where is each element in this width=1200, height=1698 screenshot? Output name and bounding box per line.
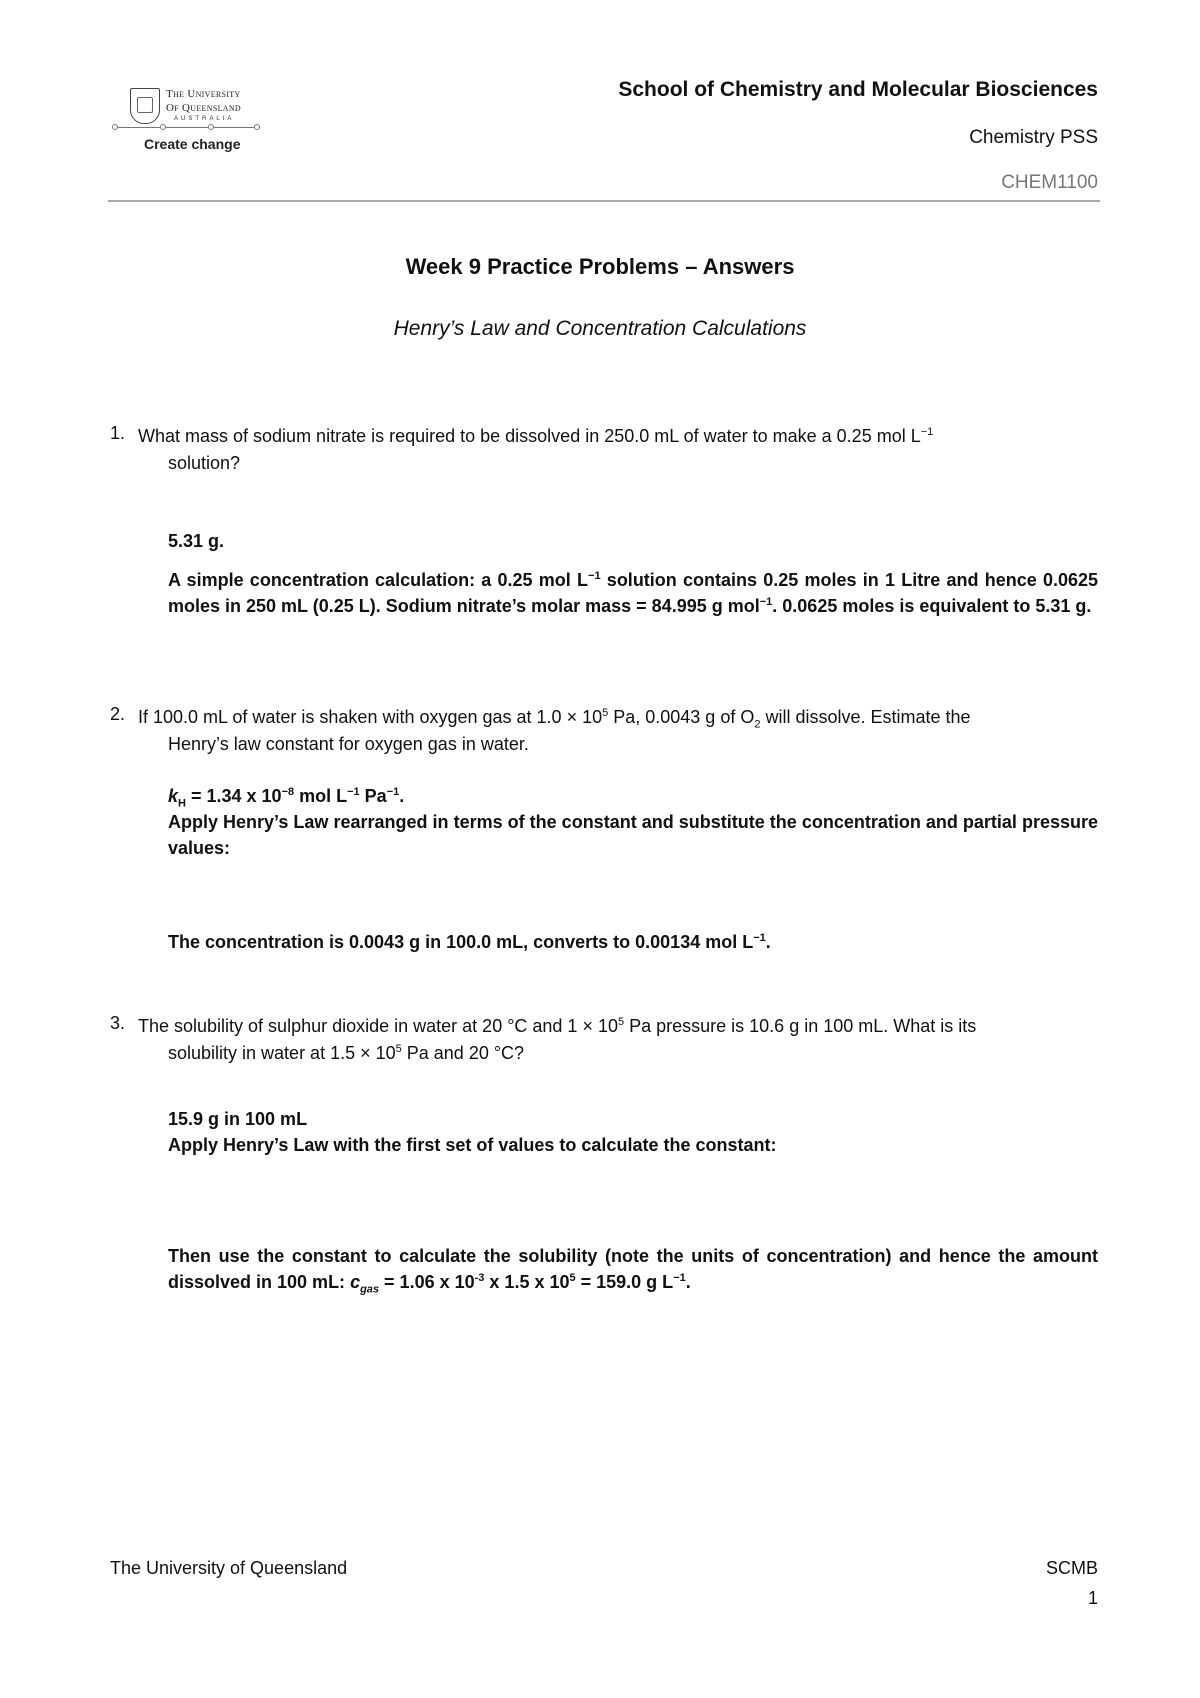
question-1-text: What mass of sodium nitrate is required to be dissolved in 250.0 mL of water to make a 0.25 mol $L^{-1}$ solution? <box>138 426 934 473</box>
logo-line-1: The University <box>166 88 241 100</box>
question-2-concentration: The concentration is 0.0043 g in 100.0 mL, converts to 0.00134 mol $L^{-1}$. <box>168 932 771 952</box>
question-2-number: 2. <box>110 704 126 724</box>
footer-department: SCMB <box>1045 1558 1098 1578</box>
question-2-explanation: Apply Henry’s Law rearranged in terms of the constant and substitute the concentration and partial pressure values: <box>168 812 1098 858</box>
question-3-text: The solubility of sulphur dioxide in water at 20 °C and $1 \times 10^5$ Pa pressure is 10.6 g in 100 mL. What is its solubility in water at $1.5 \times 10^5$ Pa and 20 °C? <box>138 1016 977 1063</box>
page-subtitle: Henry’s Law and Concentration Calculations <box>393 317 807 340</box>
question-1-explanation: A simple concentration calculation: a 0.25 mol $L^{-1}$ solution contains 0.25 moles in 1 Litre and hence 0.0625 moles in 250 mL (0.25 L). Sodium nitrate’s molar mass = 84.995 g mol$^{-1}$. 0.0625 moles is equivalent to 5.31 g. <box>168 570 1099 616</box>
crest-icon <box>130 88 160 124</box>
question-2-text: If 100.0 mL of water is shaken with oxygen gas at $1.0 \times 10^5$ Pa, 0.0043 g of $O_2$ will dissolve. Estimate the Henry’s law constant for oxygen gas in water. <box>138 707 971 754</box>
logo-dot-icon <box>254 124 260 130</box>
logo-dot-icon <box>208 124 214 130</box>
question-1-answer: 5.31 g. <box>168 531 225 551</box>
question-3-explanation-1: Apply Henry’s Law with the first set of values to calculate the constant: <box>168 1135 777 1155</box>
question-2-answer: $k_H = 1.34$ x $10^{-8}$ mol $L^{-1}$ $Pa^{-1}$. <box>168 786 405 810</box>
subject-name: Chemistry PSS <box>969 127 1098 148</box>
page-title: Week 9 Practice Problems – Answers <box>405 254 795 279</box>
course-code: CHEM1100 <box>1001 172 1098 193</box>
page-number: 1 <box>1087 1588 1098 1608</box>
uq-logo <box>112 84 262 154</box>
footer-university: The University of Queensland <box>110 1558 348 1578</box>
question-3-number: 3. <box>110 1013 126 1033</box>
header-divider <box>108 200 1100 202</box>
logo-line-2: Of Queensland <box>166 102 241 114</box>
logo-country: AUSTRALIA <box>174 116 235 122</box>
logo-dot-icon <box>160 124 166 130</box>
school-name: School of Chemistry and Molecular Biosciences <box>618 78 1098 101</box>
question-3-answer: 15.9 g in 100 mL <box>168 1109 308 1129</box>
question-3-explanation-2: Then use the constant to calculate the solubility (note the units of concentration) and hence the amount dissolved in 100 mL: $c_{gas} = 1.06$ x $10^{-3}$ x 1.5 x $10^5 = 159.0$ g $L^{-1}$. <box>168 1246 1098 1296</box>
logo-dot-icon <box>112 124 118 130</box>
logo-rule <box>112 127 260 128</box>
question-1-number: 1. <box>110 423 126 443</box>
logo-tagline: Create change <box>144 136 241 152</box>
